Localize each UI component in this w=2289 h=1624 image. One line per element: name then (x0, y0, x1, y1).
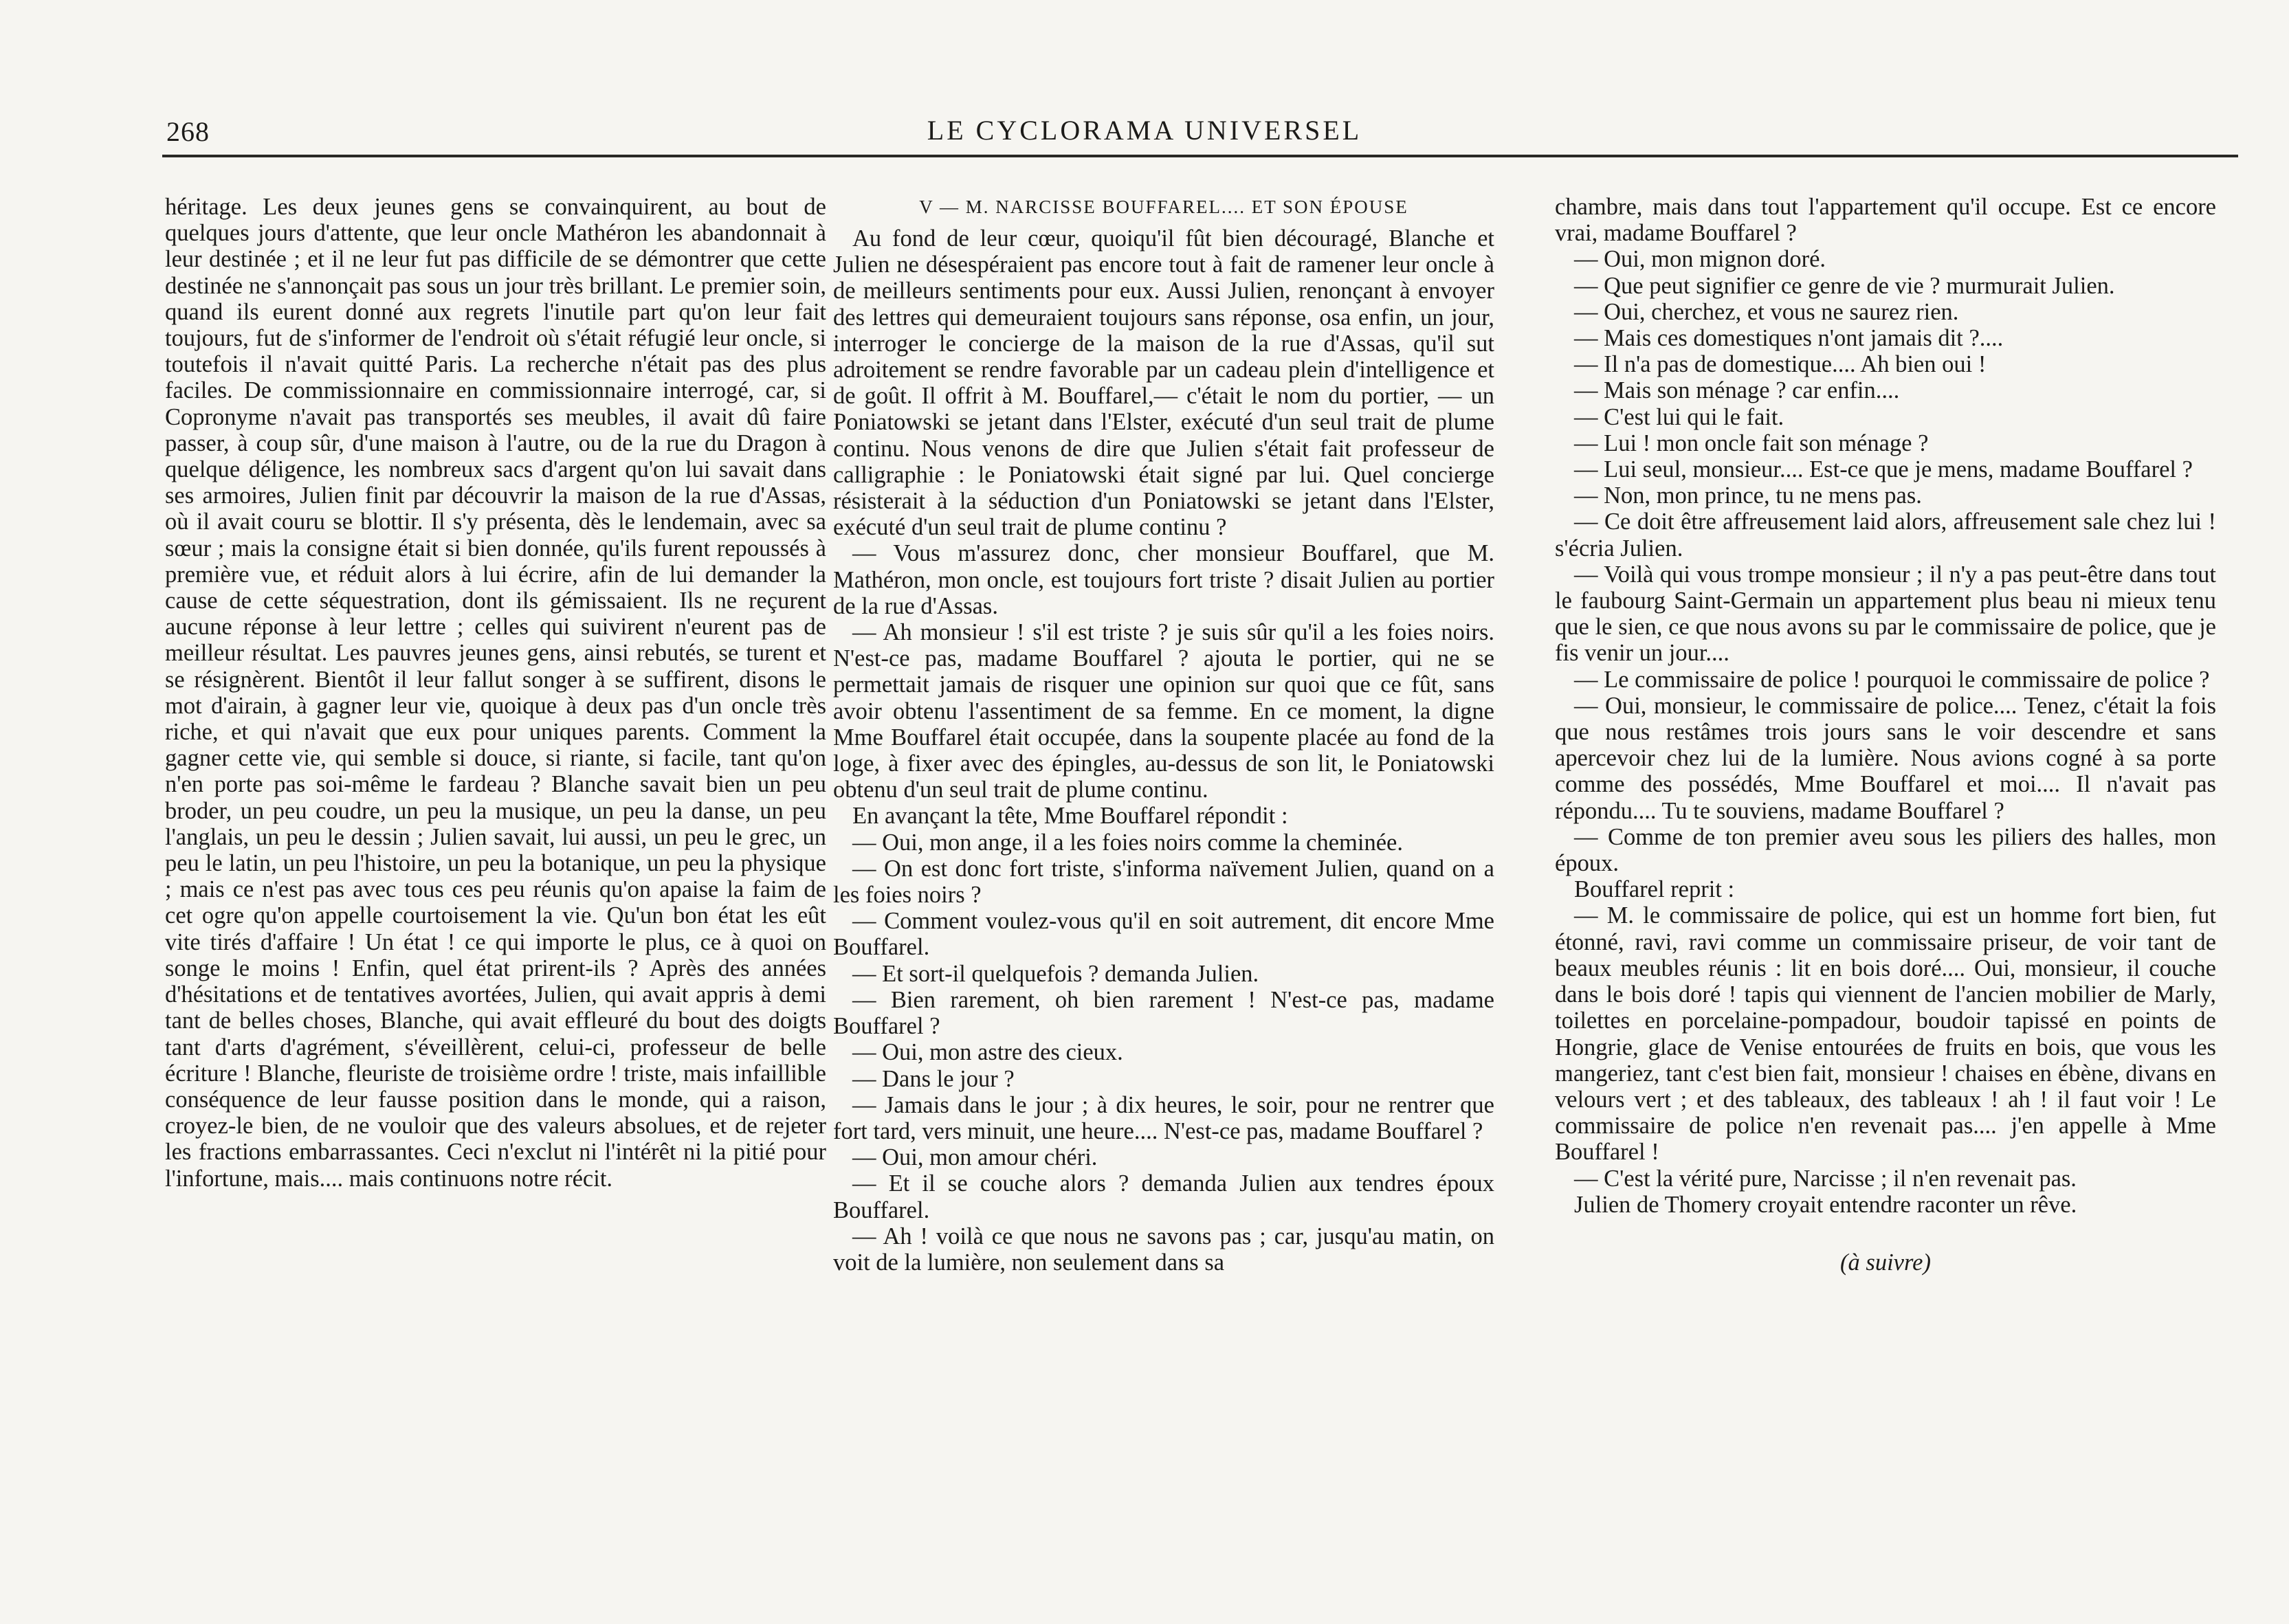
paragraph: — Non, mon prince, tu ne mens pas. (1574, 482, 1922, 509)
paragraph: — Jamais dans le jour ; à dix heures, le soir, pour ne rentrer que fort tard, vers minuit, une heure.... N'est-ce pas, madame Bouffarel ? (833, 1091, 1494, 1144)
paragraph: — Oui, cherchez, et vous ne saurez rien. (1574, 298, 1959, 325)
paragraph: — Oui, mon amour chéri. (852, 1144, 1098, 1171)
page-number: 268 (166, 116, 210, 147)
column-1 (165, 194, 826, 1192)
paragraph: — On est donc fort triste, s'informa naïvement Julien, quand on a les foies noirs ? (833, 855, 1494, 909)
paragraph: — Et sort-il quelquefois ? demanda Julien. (852, 960, 1259, 987)
to-be-continued: (à suivre) (1840, 1249, 1931, 1276)
paragraph: — Comme de ton premier aveu sous les piliers des halles, mon époux. (1555, 823, 2216, 877)
paragraph: chambre, mais dans tout l'appartement qu'il occupe. Est ce encore vrai, madame Bouffarel ? (1555, 194, 2216, 247)
paragraph: — Oui, mon ange, il a les foies noirs comme la cheminée. (852, 829, 1403, 856)
paragraph: — Oui, mon mignon doré. (1574, 246, 1826, 273)
paragraph: — Lui ! mon oncle fait son ménage ? (1574, 430, 1929, 456)
paragraph: — Comment voulez-vous qu'il en soit autrement, dit encore Mme Bouffarel. (833, 908, 1494, 961)
paragraph: — Ce doit être affreusement laid alors, affreusement sale chez lui ! s'écria Julien. (1555, 509, 2216, 561)
column-2 (833, 194, 1494, 1276)
paragraph: — Il n'a pas de domestique.... Ah bien oui ! (1574, 351, 1987, 378)
paragraph: — Voilà qui vous trompe monsieur ; il n'y a pas peut-être dans tout le faubourg Saint-Germain un appartement plus beau ni mieux tenu que le sien, ce que nous avons su par le commissaire de police, que je fis venir un jour.... (1555, 561, 2216, 667)
paragraph: Julien de Thomery croyait entendre raconter un rêve. (1574, 1191, 2077, 1218)
paragraph: — Et il se couche alors ? demanda Julien aux tendres époux Bouffarel. (833, 1170, 1494, 1223)
paragraph: — Dans le jour ? (852, 1065, 1015, 1092)
paragraph: — Oui, monsieur, le commissaire de police.... Tenez, c'était la fois que nous restâmes trois jours sans le voir descendre et sans apercevoir chez lui de la lumière. Nous avions cogné à sa porte comme des possédés, Mme Bouffarel et moi.... Il n'avait pas répondu.... Tu te souviens, madame Bouffarel ? (1555, 692, 2216, 824)
paragraph: — Lui seul, monsieur.... Est-ce que je mens, madame Bouffarel ? (1574, 456, 2193, 483)
paragraph: Au fond de leur cœur, quoiqu'il fût bien découragé, Blanche et Julien ne désespéraient pas encore tout à fait de ramener leur oncle à de meilleurs sentiments pour eux. Aussi Julien, renonçant à envoyer des lettres qui demeuraient toujours sans réponse, osa enfin, un jour, interroger le concierge de la maison de la rue d'Assas, qu'il sut adroitement se rendre favorable par un cadeau plein d'intelligence et de goût. Il offrit à M. Bouffarel,— c'était le nom du portier, — un Poniatowski se jetant dans l'Elster, exécuté d'un seul trait de plume continu. Nous venons de dire que Julien s'était fait professeur de calligraphie : le Poniatowski était signé par lui. Quel concierge résisterait à la séduction d'un Poniatowski se jetant dans l'Elster, exécuté d'un seul trait de plume continu ? (833, 225, 1494, 541)
paragraph: — C'est lui qui le fait. (1574, 403, 1784, 430)
paragraph: héritage. Les deux jeunes gens se convainquirent, au bout de quelques jours d'attente, que leur oncle Mathéron les abandonnait à leur destinée ; et il ne leur fut pas difficile de se démontrer que cette destinée ne s'annonçait pas sous un jour très brillant. Le premier soin, quand ils eurent donné aux regrets l'inutile part qu'on leur fait toujours, fut de s'informer de l'endroit où s'était réfugié leur oncle, si toutefois il n'avait quitté Paris. La recherche n'était pas des plus faciles. De commissionnaire en commissionnaire interrogé, car, si Copronyme n'avait pas transportés ses meubles, il avait dû faire passer, à coup sûr, d'une maison à l'autre, ou de la rue du Dragon à quelque déligence, les nombreux sacs d'argent qu'on lui savait dans ses armoires, Julien finit par découvrir la maison de la rue d'Assas, où il avait couru se blottir. Il s'y présenta, dès le lendemain, avec sa sœur ; mais la consigne était si bien donnée, qu'ils furent repoussés à première vue, et réduit alors à lui écrire, afin de lui demander la cause de cette séquestration, dont ils gémissaient. Ils ne reçurent aucune réponse à leur lettre ; celles qui suivirent n'eurent pas de meilleur résultat. Les pauvres jeunes gens, ainsi rebutés, se turent et se résignèrent. Bientôt il leur fallut songer à se suffirent, disons le mot d'airain, à gagner leur vie, quoique à deux pas d'un oncle très riche, et qui n'avait que eux pour uniques parents. Comment la gagner cette vie, qui semble si douce, si riante, si facile, tant qu'on n'en porte pas soi-même le fardeau ? Blanche savait bien un peu broder, un peu coudre, un peu la musique, un peu la danse, un peu l'anglais, un peu le dessin ; Julien savait, lui aussi, un peu le grec, un peu le latin, un peu l'histoire, un peu la botanique, un peu la physique ; mais ce n'est pas avec tous ces peu réunis qu'on apaise la faim de cet ogre qu'on appelle courtoisement la vie. Qu'un bon état les eût vite tirés d'affaire ! Un état ! ce qui importe le plus, ce à quoi on songe le moins ! Enfin, quel état prirent-ils ? Après des années d'hésitations et de tentatives avortées, Julien, qui avait appris à demi tant de belles choses, Blanche, qui avait effleuré du bout des doigts tant d'arts d'agrément, s'éveillèrent, celui-ci, professeur de belle écriture ! Blanche, fleuriste de troisième ordre ! triste, mais infaillible conséquence de leur fausse position dans le monde, qui a raison, croyez-le bien, de ne vouloir que des valeurs absolues, et de rejeter les fractions embarrassantes. Ceci n'exclut ni l'intérêt ni la pitié pour l'infortune, mais.... mais continuons notre récit. (165, 194, 826, 1192)
header-rule (162, 155, 2238, 157)
paragraph: Bouffarel reprit : (1574, 876, 1735, 903)
column-3 (1555, 194, 2216, 1276)
paragraph: En avançant la tête, Mme Bouffarel répondit : (852, 803, 1288, 830)
running-title: LE CYCLORAMA UNIVERSEL (927, 115, 1362, 146)
paragraph: — Vous m'assurez donc, cher monsieur Bouffarel, que M. Mathéron, mon oncle, est toujours fort triste ? disait Julien au portier de la rue d'Assas. (833, 540, 1494, 619)
paragraph: — Que peut signifier ce genre de vie ? murmurait Julien. (1574, 272, 2115, 299)
paragraph: — C'est la vérité pure, Narcisse ; il n'en revenait pas. (1574, 1165, 2077, 1192)
paragraph: — Mais son ménage ? car enfin.... (1574, 377, 1900, 404)
paragraph: — M. le commissaire de police, qui est un homme fort bien, fut étonné, ravi, ravi comme un commissaire priseur, de voir tant de beaux meubles réunis : lit en bois doré.... Oui, monsieur, il couche dans le bois doré ! tapis qui viennent de l'ancien mobilier de Marly, toilettes en porcelaine-pompadour, boudoir tapissé en points de Hongrie, glace de Venise entourées de fruits en bois, que vous les mangeriez, tant c'est bien fait, monsieur ! chaises en ébène, divans en velours vert ; et des tableaux, des tableaux ! ah ! il faut voir ! Le commissaire de police n'en revenait pas.... j'en appelle à Mme Bouffarel ! (1555, 902, 2216, 1166)
paragraph: — Ah ! voilà ce que nous ne savons pas ; car, jusqu'au matin, on voit de la lumière, non seulement dans sa (833, 1223, 1494, 1276)
paragraph: — Le commissaire de police ! pourquoi le commissaire de police ? (1574, 666, 2210, 693)
paragraph: — Ah monsieur ! s'il est triste ? je suis sûr qu'il a les foies noirs. N'est-ce pas, madame Bouffarel ? ajouta le portier, qui ne se permettait jamais de risquer une opinion sur quoi que ce fût, sans avoir obtenu l'assentiment de sa femme. En ce moment, la digne Mme Bouffarel était occupée, dans la soupente placée au fond de la loge, à fixer avec des épingles, au-dessus de son lit, le Poniatowski obtenu d'un seul trait de plume continu. (833, 619, 1494, 803)
paragraph: — Mais ces domestiques n'ont jamais dit ?.... (1574, 325, 2004, 352)
paragraph: — Oui, mon astre des cieux. (852, 1039, 1123, 1066)
section-title: V — M. NARCISSE BOUFFAREL.... ET SON ÉPOUSE (919, 197, 1408, 217)
paragraph: — Bien rarement, oh bien rarement ! N'est-ce pas, madame Bouffarel ? (833, 986, 1494, 1040)
